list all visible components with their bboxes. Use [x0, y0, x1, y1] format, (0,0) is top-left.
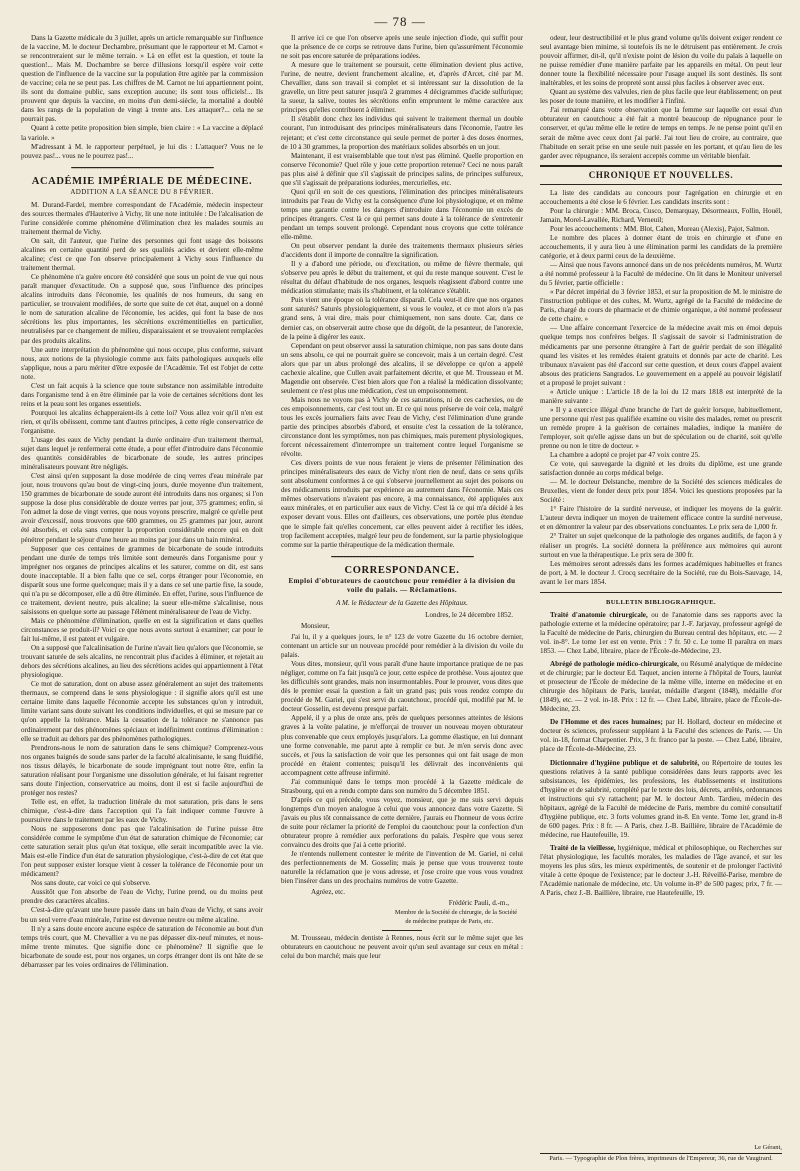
paragraph: « Par décret impérial du 3 février 1853, et sur la proposition de M. le ministre de l'instruction publique et des cultes, M. Wurtz, agrégé de la Faculté de médecine de Paris, chargé du cours de pharmacie et de chimie organique, a été nommé professeur de cette chaire. » — [540, 288, 782, 324]
paragraph: Le nombre des places à donner étant de trois en chirurgie et d'une en accouchements, il y aura lieu à une élimination parmi les candidats de la première catégorie, et à deux parmi ceux de la deuxième. — [540, 233, 782, 261]
short-rule — [382, 930, 422, 931]
paragraph: Il n'y a sans doute encore aucune espèce de saturation de l'économie au bout d'un temps très court, que M. Chevallier a vu ne pas dépasser dix-neuf minutes, et nous-même trente minutes. Que signifie donc ce phénomène? Il signifie que le bicarbonate de soude est, pour nos organes, un corps étranger dont ils ont hâte de se débarrasser par les voies ordinaires de l'élimination. — [21, 924, 263, 969]
bibliography-entry-title: Abrégé de pathologie médico-chirurgicale, — [550, 660, 679, 669]
bibliography-entry-text: ou de l'anatomie dans ses rapports avec la pathologie externe et la médecine opératoire; par J.-F. Jarjavay, professeur agrégé de la Faculté de médecine de Paris, chirurgien du Bureau central des hôpitaux, etc. — 2 vol. in-8°. Le tome 1er est en vente. Prix : 7 fr. 50 c. Le tome II paraîtra en mars 1853. — Chez Labé, libraire, place de l'École-de-Médecine, 23. — [540, 610, 782, 655]
paragraph: Prendrons-nous le nom de saturation dans le sens chimique? Comprenez-vous nos organes baignés de soude sans parler de la faculté alcalinisante, le sang fluidifié, nos tissus délayés, le bicarbonate de soude imprégnant tout notre être, enfin la saturation réalisant pour l'organisme une dissolution générale, et lui faisant regretter sans doute l'injection, conservatrice au moins, dont il est si facile aujourd'hui de protéger nos restes? — [21, 743, 263, 797]
bibliography-entry-text: hygiénique, médical et philosophique, ou Recherches sur l'état physiologique, les facultés morales, les maladies de l'âge avancé, et sur les moyens les plus sûrs, les mieux expérimentés, de soutenir et de prolonger l'activité vitale à cette époque de l'existence; par le docteur J.-H. Réveillé-Parise, membre de l'Académie nationale de médecine, etc. Un volume in-8° de 500 pages; prix, 7 fr. — A Paris, chez J.-B. Baillière, libraire, rue Hautefeuille, 19. — [540, 843, 782, 898]
column-1 — [21, 34, 263, 1164]
paragraph: Nous ne supposerons donc pas que l'alcalinisation de l'urine puisse être considérée comme le symptôme d'un état de saturation chimique de l'économie; car cette saturation serait plus qu'un état toxique, elle serait incompatible avec la vie. Mais est-elle l'indice d'un état de saturation physiologique, c'est-à-dire de cet état que l'on peut supposer exister lorsque vient à cesser la tolérance de l'économie pour un médicament? — [21, 825, 263, 879]
bibliography-entry-text: ou Résumé analytique de médecine et de chirurgie; par le docteur Ed. Taquet, ancien interne à l'hôpital de Tours, lauréat et prosecteur de l'École de médecine de la même ville, interne en médecine et en chirurgie des hôpitaux de Paris, lauréat, médaille d'argent (1848), médaille d'or (1849), etc. — 2 vol. in-18. Prix : 12 fr. — Chez Labé, libraire, place de l'École-de-Médecine, 23. — [540, 660, 782, 714]
bibliography-entry-text: ou Répertoire de toutes les questions relatives à la santé publique considérées dans leurs rapports avec les subsistances, les épidémies, les professions, les établissements et institutions d'hygiène et de salubrité, complété par le texte des lois, décrets, arrêtés, ordonnances et instructions qui s'y rattachent; par M. le docteur Amb. Tardieu, médecin des hôpitaux, agrégé de la Faculté de médecine de Paris, membre du comité consultatif d'hygiène publique, etc. 3 forts volumes grand in-8. En vente. Tome 1er, grand in-8 de 600 pages. Prix : 8 fr. — A Paris, chez J.-B. Baillière, libraire de l'Académie de médecine, rue Hautefeuille, 19. — [540, 758, 782, 839]
footer-printer: Paris. — Typographie de Plon frères, imprimeurs de l'Empereur, 36, rue de Vaugirard. — [549, 1155, 773, 1162]
paragraph: Appelé, il y a plus de onze ans, près de quelques personnes atteintes de lésions graves à la voûte palatine, je m'efforçai de trouver un nouveau moyen obturateur plus convenable que ceux employés jusqu'alors. La gomme élastique, en lui donnant une forme convenable, me parut apte à remplir ce but. Je m'en servis donc avec succès, et j'eus la satisfaction de voir que les personnes qui ont fait usage de mon procédé en étaient contentes; puisqu'il les délivrait des inconvénients qui accompagnent cette affreuse infirmité. — [281, 714, 523, 777]
academie-text — [21, 201, 263, 970]
separator-ornament: ━━━━━━━━━━━━━━━━━━━━━━━━━━━━━━━━━━━━━━━━━━━━ — [331, 552, 473, 561]
academie-subtitle: ADDITION A LA SÉANCE DU 8 FÉVRIER. — [70, 187, 214, 196]
correspondance-title: CORRESPONDANCE. — [344, 564, 460, 576]
paragraph: Mais ce phénomène d'élimination, quelle en est la signification et dans quelles circonstances se produit-il? Voici ce que nous avons surtout à examiner; car pour le fait lui-même, il est patent et vulgaire. — [21, 616, 263, 644]
paragraph: L'usage des eaux de Vichy pendant la durée ordinaire d'un traitement thermal, sujet dans lequel je renfermerai cette étude, a pour effet d'introduire dans l'économie des quantités considérables de bicarbonate de soude, les autres principes minéralisateurs pouvant être négligés. — [21, 436, 263, 472]
bibliography-title: BULLETIN BIBLIOGRAPHIQUE. — [605, 598, 717, 606]
paragraph: — Une affaire concernant l'exercice de la médecine avait mis en émoi depuis quelque temps nos confrères belges. Il s'agissait de savoir si l'administration de médicaments par une personne étrangère à l'art de guérir perdait de son illégalité quand les visites et les remèdes étaient gratuits et donnés par acte de charité. Les tribunaux n'avaient pas été d'accord sur cette question, et deux cours d'appel avaient absous des praticiens Sangrados. Le gouvernement en a appelé au pouvoir législatif et a proposé le projet suivant : — [540, 324, 782, 387]
paragraph: On peut observer pendant la durée des traitements thermaux plusieurs séries d'accidents dont il importe de connaître la signification. — [281, 242, 523, 260]
separator-rule — [540, 165, 782, 167]
paragraph: Une autre interprétation du phénomène qui nous occupe, plus conforme, suivant nous, aux notions de la physiologie comme aux faits pathologiques auxquels elle s'applique, nous a paru mériter d'être exposée de l'Académie. Tel est l'objet de cette note. — [21, 345, 263, 381]
letter-signature: Frédéric Pauli, d.-m., — [448, 899, 509, 908]
paragraph: Il s'établit donc chez les individus qui suivent le traitement thermal un double courant, l'un introduisant des principes minéralisateurs dans l'économie, l'autre les rejetant; et c'est cette circonstance qui seule permet de porter à des doses énormes, de 10 à 30 grammes, la proportion des matériaux solides absorbés en un jour. — [281, 115, 523, 151]
trousseau-continued-text — [540, 34, 782, 161]
academie-title: ACADÉMIE IMPÉRIALE DE MÉDECINE. — [31, 175, 253, 187]
paragraph: Pourquoi les alcalins échapperaient-ils à cette loi? Vous allez voir qu'il n'en est rien, et qu'ils obéissent, comme tant d'autres principes, à cette règle conservatrice de l'organisme. — [21, 408, 263, 435]
paragraph: M. Trousseau, médecin dentiste à Rennes, nous écrit sur le même sujet que les obturateurs en caoutchouc ne peuvent avoir qu'un seul avantage sur ceux en métal : celui du bon marché; mais que leur — [281, 933, 523, 960]
bibliography-entry-title: Traité de la vieillesse, — [550, 843, 616, 852]
paragraph: A mesure que le traitement se poursuit, cette élimination devient plus active, l'urine, de neutre, devient franchement alcaline, et, d'après d'Arcet, cité par M. Chevallier, dans son travail si complet et si intéressant sur la dissolution de la gravelle, un litre peut saturer jusqu'à 2 grammes 4 décigrammes d'acide sulfurique; la sueur, la salive, toutes les sécrétions enfin empruntent le même caractère aux principes qu'elles contribuent à éliminer. — [281, 61, 523, 115]
paragraph: On sait, dit l'auteur, que l'urine des personnes qui font usage des boissons alcalines en certaine quantité perd de ses qualités acides et devient elle-même alcaline; c'est ce que l'on observe principalement à Vichy sous l'influence du traitement thermal. — [21, 236, 263, 273]
letter-salutation: Monsieur, — [301, 621, 330, 630]
paragraph: — Ainsi que nous l'avons annoncé dans un de nos précédents numéros, M. Wurtz a été nommé professeur à la Faculté de médecine. On lit dans le Moniteur universel du 5 février, partie officielle : — [540, 261, 782, 288]
paragraph: Dans la Gazette médicale du 3 juillet, après un article remarquable sur l'influence de la vaccine, M. le docteur Dechambre, présumant que le rapporteur et M. Carnot « se rencontreraient sur le même terrain. » Là en effet est la question, et toute la question!... Mais M. Dochambre se berce d'illusions lorsqu'il espère voir cette question de l'influence de la vaccine sur la population être agitée par la commission de vaccine; cela ne se peut pas. Les chiffres de M. Carnot ne lui appartiennent point, ils sont du domaine public, sans exception aucune; ils sont tous officiels!... Ils prouvent que depuis la vaccine, en moins d'un demi-siècle, la mortalité a doublé dans les rangs de la population de vingt à trente ans. Les attaquer?... cela ne se pourrait pas. — [21, 34, 263, 124]
paragraph: » Il y a exercice illégal d'une branche de l'art de guérir lorsque, habituellement, une personne qui n'est pas qualifiée examine ou visite des malades, remet ou prescrit un remède propre à la guérison de certaines maladies, indique la manière de l'employer, soit qu'elle agisse dans un but de spéculation ou de charité, soit qu'elle prenne ou non le titre de docteur. » — [540, 405, 782, 451]
column-2 — [281, 34, 523, 1164]
page-footer — [540, 1144, 782, 1163]
paragraph: Puis vient une époque où la tolérance disparaît. Cela veut-il dire que nos organes sont saturés? Saturés physiologiquement, si vous le voulez, et ce mot alors n'a pas grand sens, à vrai dire, mais pour chimiquement, non sans doute. Car, dans ce dernier cas, on observerait autre chose que du dégoût, de la pesanteur, de l'anorexie, de la peine à digérer les eaux. — [281, 296, 523, 341]
paragraph: — M. le docteur Delstanche, membre de la Société des sciences médicales de Bruxelles, vient de fonder deux prix pour 1854. Voici les questions proposées par la Société : — [540, 478, 782, 505]
separator-rule — [540, 184, 782, 185]
paragraph: C'est-à-dire qu'avant une heure passée dans un bain d'eau de Vichy, et sans avoir bu un seul verre d'eau minérale, l'urine est devenue neutre ou même alcaline. — [21, 906, 263, 924]
paragraph: 1° Faire l'histoire de la surdité nerveuse, et indiquer les moyens de la guérir. L'auteur devra indiquer un moyen de traitement efficace contre la surdité nerveuse, et en démontrer la valeur par des observations concluantes. Le prix sera de 1,000 fr. — [540, 505, 782, 532]
paragraph: Quoi qu'il en soit de ces questions, l'élimination des principes minéralisateurs introduits par l'eau de Vichy est la conséquence d'une loi physiologique, et en même temps une garantie contre les dangers d'introduire dans l'économie un excès de principes étrangers. C'est là ce qui permet sans doute à la tolérance de s'entretenir pendant un temps souvent prolongé. Cependant nous croyons que cette tolérance elle-même. — [281, 187, 523, 242]
paragraph: Ce phénomène n'a guère encore été considéré que sous un point de vue qui nous paraît manquer d'exactitude. On a supposé que, sous l'influence des principes alcalins introduits dans l'économie, les qualités de nos humeurs, du sang en particulier, se trouvaient modifiées, de sorte que suite de cet état, auquel on a donné le nom de saturation alcaline de l'économie, les acides, qui font la base de nos sécrétions les plus importantes, les sécrétions excrémentitielles en particulier, neutralisées par ce changement de milieu, disparaissaient et se trouvaient remplacées par des produits alcalins. — [21, 273, 263, 345]
paragraph: On a supposé que l'alcalinisation de l'urine n'avait lieu qu'alors que l'économie, se trouvant saturée de sels alcalins, ne rencontrait plus d'acides à éliminer, et rejetait au dehors des sécrétions alcalines, au lieu des sécrétions acides qui appartiennent à l'état physiologique. — [21, 644, 263, 680]
footer-gerant: Le Gérant, — [754, 1144, 782, 1151]
letter-signature-title: de médecine pratique de Paris, etc. — [405, 918, 493, 926]
paragraph: Les mémoires seront adressés dans les formes académiques habituelles et francs de port, à M. le docteur J. Crocq secrétaire de la Société, rue du Bois-Sauvage, 14, avant le 1er mars 1854. — [540, 559, 782, 586]
bibliography-entry — [540, 660, 782, 714]
paragraph: D'après ce qui précède, vous voyez, monsieur, que je me suis servi depuis longtemps d'un moyen analogue à celui que vous annoncez dans votre Gazette. Si j'avais eu plus tôt connaissance de cette dernière, j'aurais eu l'honneur de vous écrire de suite pour réclamer la priorité de l'emploi du caoutchouc pour la confection d'un obturateur propre à remédier aux perforations du palais. J'espère que vous serez convaincu des droits que j'ai à cette priorité. — [281, 795, 523, 850]
bibliography-entry-text: par H. Hollard, docteur en médecine et docteur ès sciences, professeur suppléant à la Faculté des sciences de Paris. — Un vol. in-18, format Charpentier. Prix, 3 fr. franco par la poste. — Chez Labé, libraire, place de l'École-de-Médecine, 23. — [540, 718, 782, 754]
paragraph: 2° Traiter un sujet quelconque de la pathologie des organes auditifs, de façon à y réaliser un progrès. La société donnera la préférence aux mémoires qui auront surtout en vue la thérapeutique. Le prix sera de 300 fr. — [540, 532, 782, 559]
bibliography-list — [540, 611, 782, 898]
paragraph: Nos sans doute, car voici ce qui s'observe. — [31, 879, 151, 888]
paragraph: La chambre a adopté ce projet par 47 voix contre 25. — [550, 451, 700, 460]
intro-text — [21, 34, 263, 161]
paragraph: M'adressant à M. le rapporteur perpétuel, je lui dis : L'attaquer? Vous ne le pouvez pas!... vous ne le pourrez pas!... — [21, 142, 263, 160]
paragraph: J'ai communiqué dans le temps mon procédé à la Gazette médicale de Strasbourg, qui en a rendu compte dans son numéro du 5 décembre 1851. — [281, 777, 523, 795]
paragraph: Pour la chirurgie : MM. Broca, Cusco, Demarquay, Désormeaux, Follin, Houël, Jamain, Morel-Lavallée, Richard, Verneuil; — [540, 206, 782, 224]
chronique-title: CHRONIQUE ET NOUVELLES. — [588, 169, 734, 180]
paragraph: C'est un fait acquis à la science que toute substance non assimilable introduite dans l'organisme tend à en être éliminée par la voie de certaines sécrétions dont les reins et la peau sont les organes essentiels. — [21, 381, 263, 408]
paragraph: Supposer que ces centaines de grammes de bicarbonate de soude introduits pendant une durée de temps très limitée sont demeurés dans l'organisme pour y imprégner nos organes de principes alcalins et les saturer, comme on dit, est sans doute inacceptable. Il a bien fallu que ce sel, corps étranger pour l'économie, en disparût sous une forme quelconque; mais il y a dans ce sel une partie fixe, la soude, qui n'a pu se décomposer, elle a dû être éliminée. En effet, l'urine, sous l'influence de ce traitement, devient neutre, puis alcaline; la sueur elle-même s'alcalinise, nous saisissons en quelque sorte au passage l'élément minéralisateur de l'eau de Vichy. — [21, 544, 263, 616]
bibliography-entry — [540, 718, 782, 754]
paragraph: Telle est, en effet, la traduction littérale du mot saturation, pris dans le sens chimique, c'est-à-dire dans l'acception qui l'a fait indiquer comme l'œuvre à poursuivre dans le traitement par les eaux de Vichy. — [21, 797, 263, 824]
paragraph: Pour les accouchements : MM. Blot, Cahen, Moreau (Alexis), Pajot, Salmon. — [550, 224, 770, 233]
trousseau-text — [281, 934, 523, 961]
paragraph: Il arrive ici ce que l'on observe après une seule injection d'iode, qui suffit pour que la présence de ce corps se retrouve dans l'urine, bien qu'assurément l'économie ne soit pas encore saturée de préparations iodées. — [281, 34, 523, 61]
paragraph: Aussitôt que l'on absorbe de l'eau de Vichy, l'urine prend, ou du moins peut prendre des caractères alcalins. — [21, 888, 263, 906]
paragraph: J'ai remarqué dans votre observation que la femme sur laquelle cet essai d'un obturateur en caoutchouc a été fait a montré beaucoup de répugnance pour le conserver, et qu'au même elle le retire de temps en temps. Je ne pense point qu'il en serait de même avec ceux dont j'ai parlé. J'ai tout lieu de croire, au contraire, que l'habitude en serait prise en une seule nuit passée en les portant, et qu'au lieu de les garder avec répugnance, ils seraient acceptés comme un véritable bienfait. — [540, 106, 782, 160]
separator-rule — [540, 592, 782, 593]
paragraph: odeur, leur destructibilité et le plus grand volume qu'ils doivent exiger rendent ce seul avantage bien minime, si toutefois ils ne le détruisent pas entièrement. Je crois pouvoir affirmer, dit-il, qu'il n'existe point de lésion du voile du palais à laquelle on ne puisse remédier d'une manière parfaite par les appareils en métal. On peut leur donner toute la flexibilité nécessaire pour l'usage auquel ils sont destinés. Ils sont inaltérables, et les soins de propreté sont aussi plus faciles à observer avec eux. — [540, 34, 782, 88]
letter-address: A M. le Rédacteur de la Gazette des Hôpitaux. — [336, 598, 468, 607]
footer-rule — [540, 1153, 782, 1154]
paragraph: Ces divers points de vue nous feraient je viens de présenter l'élimination des principes minéralisateurs des eaux de Vichy n'ont rien de neuf, dans ce sens qu'ils sont absolument conformes à ce qui s'observe journellement au sujet des poisons ou des médicaments introduits par expérience au autrement dans l'économie. Mais ces mêmes observations n'avaient pas encore, à ma connaissance, été appliquées aux eaux minérales, et en particulier aux eaux de Vichy. C'est là ce qui m'a décidé à les exposer devant vous. Elles ont d'ailleurs, ces observations, une portée plus étendue que le simple fait qu'elles concernent, car elles peuvent aider à rectifier les idées, trop facilement acceptées, malgré leur peu de fondement, sur la partie physiologique comme sur la partie thérapeutique de la médication thermale. — [281, 459, 523, 549]
letter-text — [281, 633, 523, 886]
paragraph: M. Durand-Fardel, membre correspondant de l'Académie, médecin inspecteur des sources thermales d'Hauterive à Vichy, lit une note intitulée : De l'alcalisation de l'urine considérée comme phénomène d'élimination chez les malades soumis au traitement thermal de Vichy. — [21, 200, 263, 236]
bibliography-entry-title: De l'Homme et des races humaines; — [550, 718, 663, 727]
bibliography-entry — [540, 844, 782, 898]
paragraph: Maintenant, il est vraisemblable que tout n'est pas éliminé. Quelle proportion en conserve l'économie? Quel rôle y joue cette proportion retenue? Ceci ne nous paraît pas plus aisé à définir que s'il s'agissait de principes salins, de principes sulfureux, que s'il s'agissait de préparations iodurées, mercurielles, etc. — [281, 151, 523, 187]
chronique-text — [540, 189, 782, 587]
paragraph: La liste des candidats au concours pour l'agrégation en chirurgie et en accouchements a été close le 6 février. Les candidats inscrits sont : — [540, 188, 782, 206]
bibliography-entry — [540, 611, 782, 656]
paragraph: Je n'entends nullement contester le mérite de l'invention de M. Gariel, ni celui des perfectionnements de M. Gosselin; mais je pense que vous trouverez toute naturelle la réclamation que je vous adresse, et j'ose croire que vous vous voudrez bien l'insérer dans un des prochains numéros de votre Gazette. — [281, 850, 523, 886]
separator-ornament: ━━━━━━━━━━━━━━━━━━━━━━━━━━━━━━━━━━━━━━━━━━━━ — [71, 163, 213, 172]
page-number: — 78 — — [374, 14, 426, 29]
letter-signature-title: Membre de la Société de chirurgie, de la Société — [394, 909, 517, 917]
letter-date: Londres, le 24 décembre 1852. — [425, 610, 513, 619]
letter-closing: Agréez, etc. — [311, 888, 346, 897]
paragraph: Quant à cette petite proposition bien simple, bien claire : « La vaccine a déplacé la variole. » — [21, 124, 263, 142]
paragraph: C'est ainsi qu'en supposant la dose modérée de cinq verres d'eau minérale par jour, nous trouvons qu'au bout de vingt-cinq jours, durée moyenne d'un traitement, 150 grammes de bicarbonate de soude auront été introduits dans nos organes; si l'on suppose la dose plus considérable de douze verres par jour, 375 grammes; enfin, si l'on admet la dose de vingt verres, que nous voyons prescrire, malgré ce qu'elle peut avoir d'excessif, nous trouvons que 600 grammes, ou 25 grammes par jour, auront été absorbés, et cela sans compter la proportion considérable encore qui en doit pénétrer pendant le séjour d'une heure au moins par jour dans un bain minéral. — [21, 472, 263, 544]
column-3 — [540, 34, 782, 1164]
paragraph: Quant au système des valvules, rien de plus facile que leur établissement; on peut les poser de toute manière, et les modifier à l'infini. — [540, 88, 782, 106]
bibliography-entry-title: Dictionnaire d'hygiène publique et de salubrité, — [550, 758, 700, 767]
paragraph: Vous dites, monsieur, qu'il vous paraît d'une haute importance pratique de ne pas négliger, comme on l'a fait jusqu'à ce jour, cette espèce de prothèse. Vous ajoutez que les difficultés sont grandes, mais non insurmontables. Pour le prouver, vous dites que dès le premier essai la question a fait un grand pas; puis vous rendez compte du procédé de M. Gariel, qui s'est servi du caoutchouc, procédé qui, modifié par M. le docteur Gosselin, est devenu presque parfait. — [281, 660, 523, 714]
paragraph: Ce mot de saturation, dont on abuse assez généralement au sujet des traitements thermaux, se comprend dans le sens physiologique : il signifie alors qu'il est une certaine limite dans laquelle l'économie accepte les substances qu'on y introduit, limite variant sans doute suivant les conditions individuelles, et qui se mesure par ce qu'on appelle la tolérance. Mais la cessation de la tolérance ne s'annonce pas ordinairement par des phénomènes spéciaux et indéfiniment continus d'élimination : elle se traduit au dehors par des phénomènes pathologiques. — [21, 680, 263, 743]
correspondance-subtitle: Emploi d'obturateurs de caoutchouc pour remédier à la division du voile du palais. — Réclamations. — [288, 576, 516, 594]
paragraph: Il y a d'abord une période, ou d'excitation, ou même de fièvre thermale, qui s'observe peu après le début du traitement, et qui du reste manque souvent. C'est le résultat du défaut d'habitude de nos organes, lesquels réagissent d'abord contre une médication stimulante; mais ils s'habituent, et la tolérance s'établit. — [281, 260, 523, 296]
paragraph: « Article unique : L'article 18 de la loi du 12 mars 1818 est interprété de la manière suivante : — [540, 387, 782, 405]
bibliography-entry-title: Traité d'anatomie chirurgicale, — [550, 610, 648, 619]
paragraph: Ce vote, qui sauvegarde la dignité et les droits du diplôme, est une grande satisfaction donnée au corps médical belge. — [540, 460, 782, 478]
paragraph: Cependant on peut observer aussi la saturation chimique, non pas sans doute dans un sens absolu, ce qui ne pourrait guère se concevoir, mais à un certain degré. C'est alors que par un abus prolongé des alcalins, il se développe ce qu'on a appelé cachexie alcaline, que Cullen avait parfaitement décrite, et que M. Trousseau et M. Magendie ont observée. C'est bien alors que l'on a réalisé la médication dissolvante; seulement ce n'est plus une médication, c'est un empoisonnement. — [281, 341, 523, 395]
vichy-text — [281, 34, 523, 550]
bibliography-entry — [540, 759, 782, 840]
paragraph: J'ai lu, il y a quelques jours, le n° 123 de votre Gazette du 16 octobre dernier, contenant un article sur un nouveau procédé pour remédier à la division du voile du palais. — [281, 633, 523, 660]
paragraph: Mais nous ne voyons pas à Vichy de ces saturations, ni de ces cachexies, ou de ces empoisonnements, car c'est tout un. Et ce qui nous préserve de voir cela, malgré tous les excès journaliers faits avec l'eau de Vichy, c'est l'élimination d'une grande partie des principes absorbés d'abord, et ensuite c'est la cessation de la tolérance, circonstance dont les symptômes, non pas chimiques, mais purement physiologiques, forcent nécessairement d'interrompre un traitement contre lequel l'organisme se révolte. — [281, 395, 523, 459]
